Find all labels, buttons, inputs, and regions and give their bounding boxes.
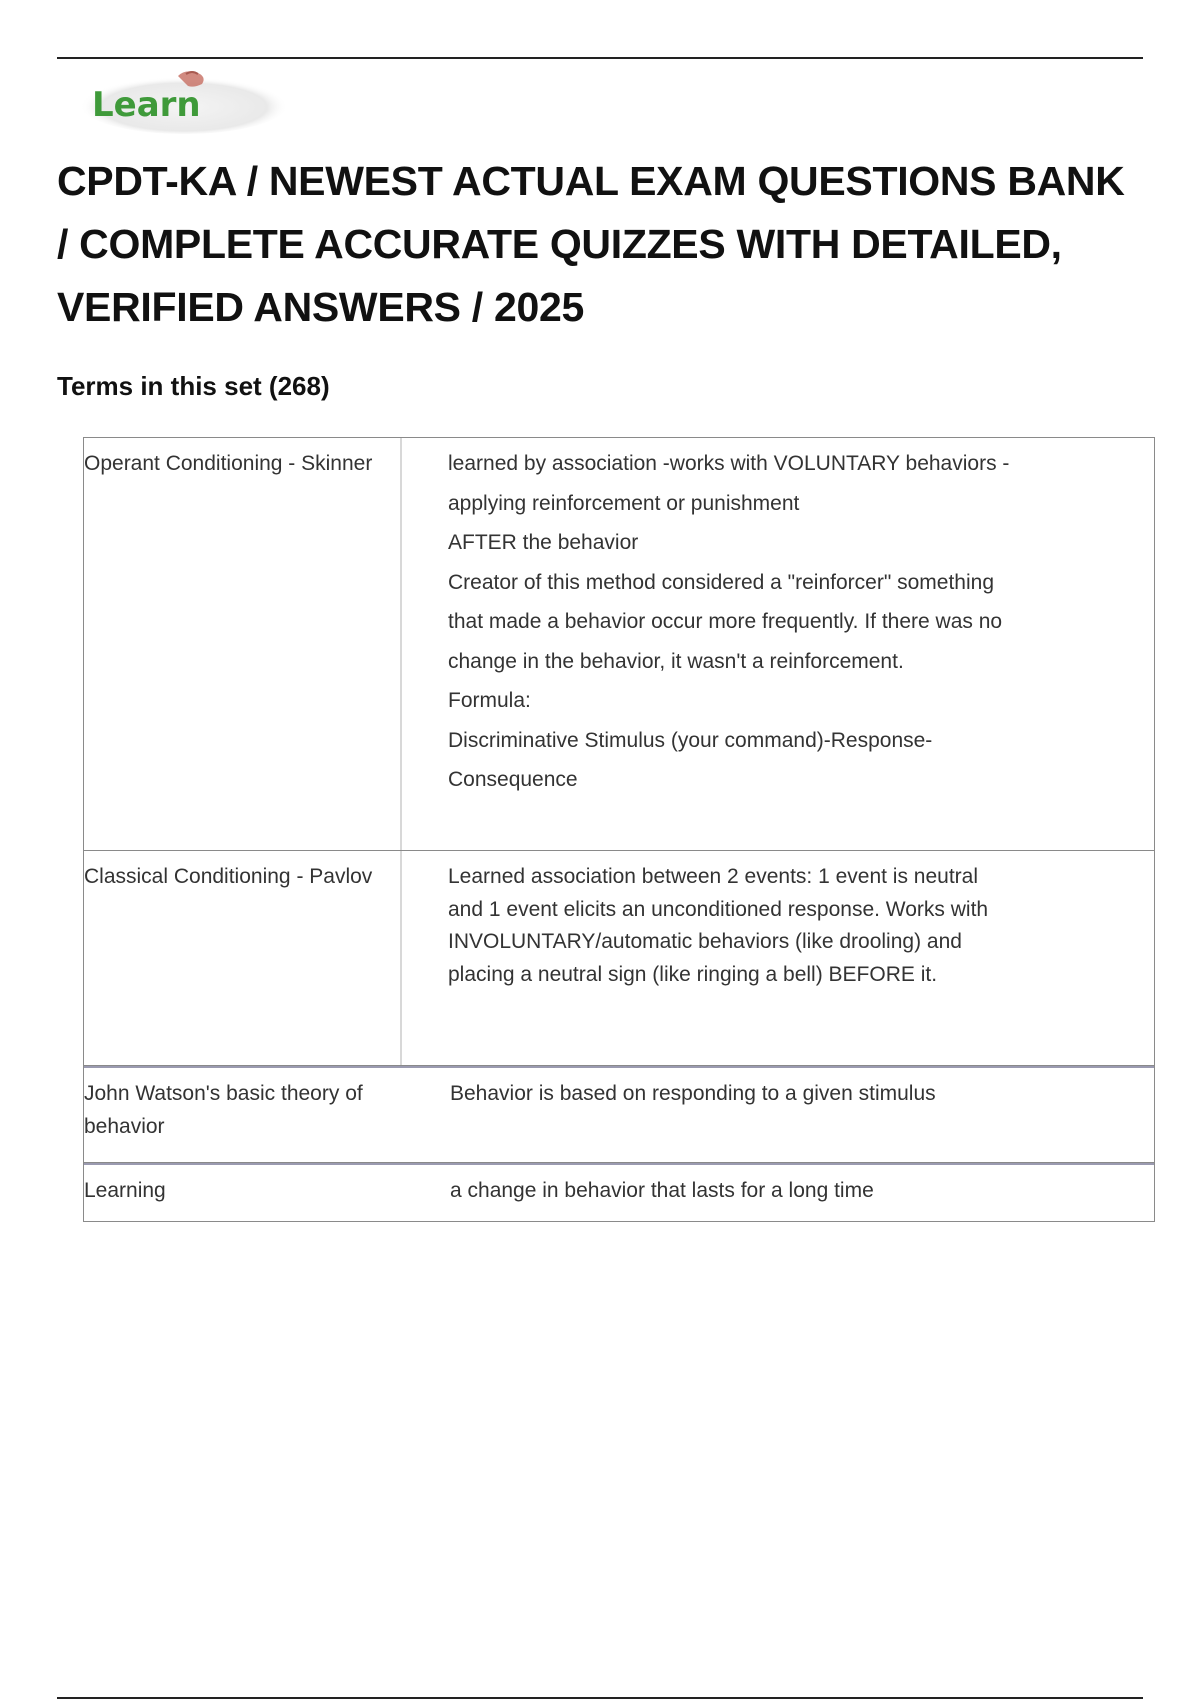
definition-line: Creator of this method considered a "reinforcer" something <box>448 570 995 594</box>
definition-cell <box>402 1068 1154 1162</box>
terms-heading: Terms in this set (268) <box>57 371 330 401</box>
top-rule <box>57 57 1143 59</box>
definition-line: Learned association between 2 events: 1 event is neutral <box>448 865 979 888</box>
term-cell: Operant Conditioning - Skinner <box>84 438 402 850</box>
svg-text:Learn: Learn <box>92 85 201 125</box>
definition-cell <box>402 438 1154 850</box>
table-row <box>84 438 1154 851</box>
definition-line: placing a neutral sign (like ringing a bell) BEFORE it. <box>448 962 938 986</box>
definition-line: change in the behavior, it wasn't a reinforcement. <box>448 649 904 673</box>
definition-line: and 1 event elicits an unconditioned response. Works with <box>448 897 989 921</box>
definition-line: Discriminative Stimulus (your command)-Response- <box>448 728 933 752</box>
learn-logo-icon <box>78 68 290 134</box>
terms-table <box>83 437 1155 1222</box>
page-title: CPDT-KA / NEWEST ACTUAL EXAM QUESTIONS BANK / COMPLETE ACCURATE QUIZZES WITH DETAILED, VERIFIED ANSWERS / 2025 <box>57 158 1125 330</box>
term-cell: Learning <box>84 1179 166 1202</box>
definition-line: learned by association -works with VOLUNTARY behaviors - <box>448 452 1010 475</box>
definition-line: that made a behavior occur more frequently. If there was no <box>448 610 1003 633</box>
bottom-rule <box>57 1697 1143 1699</box>
definition-line: INVOLUNTARY/automatic behaviors (like drooling) and <box>448 930 962 953</box>
term-cell: Classical Conditioning - Pavlov <box>84 851 402 1065</box>
definition-cell <box>402 1165 1154 1221</box>
definition-cell <box>402 851 1154 1065</box>
table-row <box>84 1066 1154 1163</box>
definition-line: Formula: <box>448 689 531 712</box>
definition-line: Consequence <box>448 768 578 791</box>
definition-line: applying reinforcement or punishment <box>448 491 800 515</box>
definition-line: AFTER the behavior <box>448 531 639 554</box>
term-cell: John Watson's basic theory of behavior <box>84 1082 363 1138</box>
definition-line: a change in behavior that lasts for a long time <box>450 1179 874 1202</box>
definition-line: Behavior is based on responding to a given stimulus <box>450 1082 936 1105</box>
table-row <box>84 1163 1154 1221</box>
table-row <box>84 851 1154 1066</box>
